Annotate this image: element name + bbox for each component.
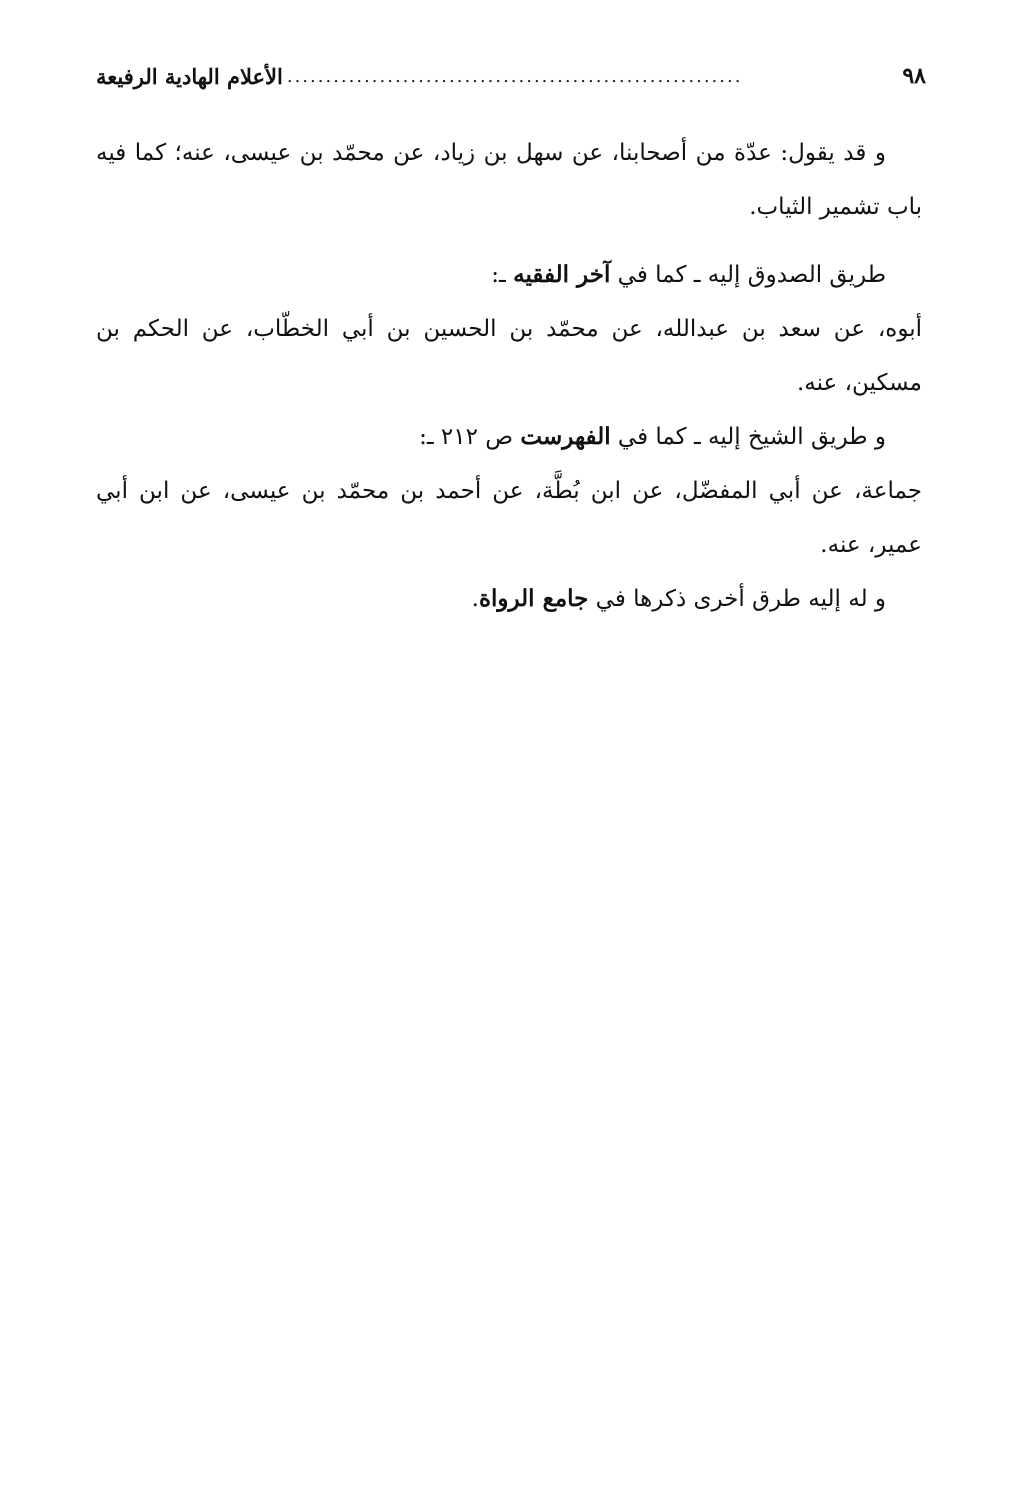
- paragraph-3: أبوه، عن سعد بن عبدالله، عن محمّد بن الحسين بن أبي الخطّاب، عن الحكم بن مسكين، عنه.: [96, 316, 922, 396]
- paragraph-2: [96, 248, 922, 302]
- running-head: [96, 58, 926, 94]
- paragraph-6-text: و له إليه طرق أخرى ذكرها في: [588, 586, 886, 612]
- source-title-fihrist: الفهرست: [520, 423, 611, 450]
- page-number: ٩٨: [902, 63, 926, 89]
- paragraph-2-tail: ـ:: [491, 262, 514, 288]
- dot-leader: ...........................................................: [286, 65, 743, 87]
- paragraph-5: جماعة، عن أبي المفضّل، عن ابن بُطَّة، عن أحمد بن محمّد بن عيسى، عن ابن أبي عمير، عنه.: [96, 478, 922, 558]
- paragraph-4-tail: ص ٢١٢ ـ:: [419, 424, 521, 450]
- book-title: الأعلام الهادية الرفيعة: [96, 63, 283, 89]
- paragraph-2-text: طريق الصدوق إليه ـ كما في: [610, 262, 886, 288]
- paragraph-6: [96, 572, 922, 626]
- paragraph-1: و قد يقول: عدّة من أصحابنا، عن سهل بن زياد، عن محمّد بن عيسى، عنه؛ كما فيه باب تشمير الثياب.: [96, 140, 922, 220]
- paragraph-6-tail: .: [471, 586, 479, 612]
- paragraph-4-text: و طريق الشيخ إليه ـ كما في: [610, 424, 886, 450]
- source-title-faqih: آخر الفقيه: [513, 261, 611, 288]
- paragraph-4: [96, 410, 922, 464]
- body-text: [96, 126, 922, 626]
- source-title-jami-al-ruwat: جامع الرواة: [478, 585, 589, 612]
